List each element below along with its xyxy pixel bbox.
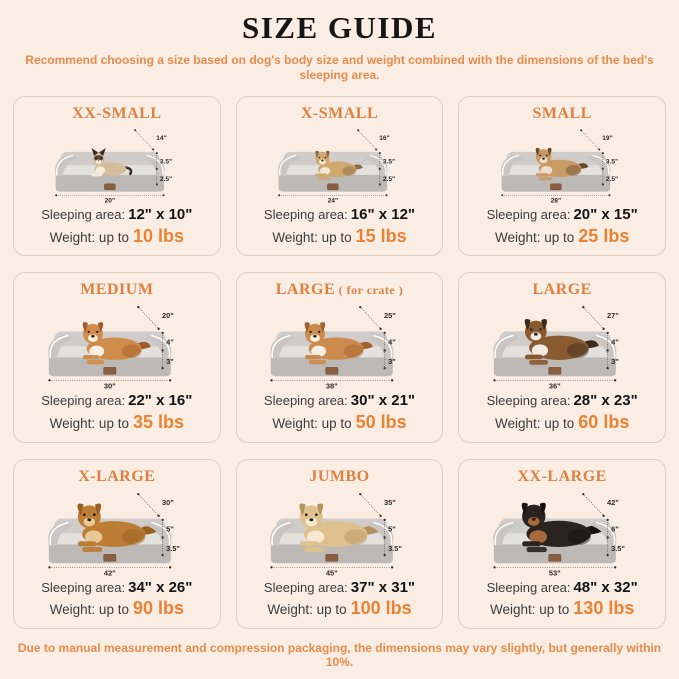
sleeping-area-line xyxy=(264,206,415,225)
size-title xyxy=(80,281,153,299)
weight-label: Weight: up to xyxy=(267,602,347,618)
sleeping-area-value: 20" x 15" xyxy=(573,205,638,223)
size-title xyxy=(78,468,155,486)
size-grid xyxy=(13,96,666,629)
weight-value: 130 lbs xyxy=(573,598,635,619)
dim-label-diagonal: 35" xyxy=(384,497,397,507)
sleeping-area-value: 22" x 16" xyxy=(128,392,193,410)
size-title-suffix: ( for crate ) xyxy=(335,283,404,298)
weight-value: 35 lbs xyxy=(132,412,184,433)
dim-label-bolster-height: 4" xyxy=(388,337,396,347)
bed-drawing xyxy=(38,299,197,391)
sleeping-area-label: Sleeping area: xyxy=(263,393,348,409)
weight-label: Weight: up to xyxy=(49,602,129,618)
dim-label-diagonal: 20" xyxy=(161,311,174,321)
size-cell xyxy=(458,459,666,629)
bed-illustration xyxy=(20,486,214,578)
weight-value: 50 lbs xyxy=(355,412,407,433)
size-cell xyxy=(236,96,444,256)
bed-illustration xyxy=(243,123,437,205)
sleeping-area-value: 30" x 21" xyxy=(350,392,416,410)
weight-value: 100 lbs xyxy=(350,598,412,619)
dim-label-base-height: 3.5" xyxy=(610,543,625,553)
dim-label-diagonal: 30" xyxy=(161,497,174,507)
sleeping-area-line xyxy=(41,392,192,411)
sleeping-area-label: Sleeping area: xyxy=(486,206,571,222)
brand-tag xyxy=(103,368,115,375)
weight-value: 25 lbs xyxy=(578,225,630,246)
size-title xyxy=(309,468,369,486)
size-title-text: X-LARGE xyxy=(78,467,156,485)
dim-label-bolster-height: 5" xyxy=(388,523,396,533)
sleeping-area-label: Sleeping area: xyxy=(486,579,571,595)
sleeping-area-label: Sleeping area: xyxy=(263,579,348,595)
dim-label-diagonal: 27" xyxy=(606,311,619,321)
dimension-line-diagonal xyxy=(138,307,158,329)
dim-label-width: 36" xyxy=(548,381,561,391)
dimension-line-diagonal xyxy=(360,307,380,329)
sleeping-area-value: 12" x 10" xyxy=(128,205,193,223)
bed-illustration xyxy=(20,123,214,205)
weight-value: 15 lbs xyxy=(355,225,407,246)
size-title-text: MEDIUM xyxy=(80,281,154,299)
bed-drawing xyxy=(483,486,642,578)
sleeping-area-label: Sleeping area: xyxy=(41,393,126,409)
weight-value: 60 lbs xyxy=(578,412,630,433)
page-title: SIZE GUIDE xyxy=(241,10,438,45)
sleeping-area-value: 16" x 12" xyxy=(350,205,416,223)
bed-illustration xyxy=(243,299,437,391)
weight-label: Weight: up to xyxy=(489,602,570,618)
dim-label-bolster-height: 3.5" xyxy=(605,158,618,166)
dim-label-width: 53" xyxy=(548,568,561,578)
dim-label-diagonal: 25" xyxy=(384,311,397,321)
weight-line xyxy=(272,225,406,248)
sleeping-area-value: 37" x 31" xyxy=(350,578,416,596)
size-cell xyxy=(236,272,444,442)
size-title xyxy=(72,105,161,123)
dim-label-base-height: 3" xyxy=(610,357,619,367)
dim-label-base-height: 3" xyxy=(165,357,174,367)
weight-label: Weight: up to xyxy=(272,229,352,245)
bed-illustration xyxy=(243,486,437,578)
dimension-line-diagonal xyxy=(358,130,376,149)
sleeping-area-line xyxy=(487,206,638,225)
dim-label-bolster-height: 3.5" xyxy=(382,158,396,166)
sleeping-area-value: 34" x 26" xyxy=(128,578,193,596)
dim-label-bolster-height: 4" xyxy=(165,337,174,347)
brand-tag xyxy=(326,368,338,375)
size-title xyxy=(276,281,403,299)
dim-label-diagonal: 14" xyxy=(156,134,168,142)
dimension-line-diagonal xyxy=(583,494,603,516)
brand-tag xyxy=(549,368,561,375)
sleeping-area-line xyxy=(41,579,192,598)
weight-line xyxy=(50,411,184,434)
page-subtitle: Recommend choosing a size based on dog's body size and weight combined with the dimensions of the bed's sleeping area. xyxy=(25,53,654,82)
dim-label-diagonal: 19" xyxy=(601,134,613,142)
size-cell xyxy=(13,459,221,629)
size-cell xyxy=(458,96,666,256)
size-title xyxy=(517,468,606,486)
weight-line xyxy=(272,411,406,434)
size-title-text: JUMBO xyxy=(309,467,370,485)
sleeping-area-line xyxy=(264,392,415,411)
dim-label-width: 42" xyxy=(103,568,116,578)
size-cell xyxy=(236,459,444,629)
weight-value: 90 lbs xyxy=(132,598,184,619)
dim-label-width: 45" xyxy=(326,568,338,578)
sleeping-area-label: Sleeping area: xyxy=(486,393,571,409)
size-title-text: XX-LARGE xyxy=(517,467,607,485)
disclaimer-text: Due to manual measurement and compression packaging, the dimensions may vary slightly, but generally within 10%. xyxy=(17,641,662,669)
bed-illustration xyxy=(465,486,659,578)
weight-line xyxy=(267,597,411,620)
dimension-line-diagonal xyxy=(360,494,380,516)
size-title-text: LARGE xyxy=(532,281,592,299)
sleeping-area-value: 48" x 32" xyxy=(573,578,638,596)
size-title-text: SMALL xyxy=(532,105,592,122)
dim-label-bolster-height: 3.5" xyxy=(160,158,173,166)
dimension-line-diagonal xyxy=(581,130,599,149)
bed-drawing xyxy=(492,123,633,205)
dim-label-base-height: 3.5" xyxy=(388,543,403,553)
bed-illustration xyxy=(465,123,659,205)
dim-label-width: 20" xyxy=(104,197,116,205)
brand-tag xyxy=(105,184,116,190)
sleeping-area-label: Sleeping area: xyxy=(263,206,348,222)
sleeping-area-line xyxy=(264,579,415,598)
weight-value: 10 lbs xyxy=(132,225,184,246)
brand-tag xyxy=(549,554,561,561)
size-cell xyxy=(13,272,221,442)
weight-line xyxy=(495,411,629,434)
dimension-line-diagonal xyxy=(135,130,153,149)
sleeping-area-line xyxy=(487,579,638,598)
bed-drawing xyxy=(46,123,187,205)
bed-drawing xyxy=(260,486,419,578)
dim-label-bolster-height: 5" xyxy=(165,523,174,533)
size-cell xyxy=(458,272,666,442)
size-title xyxy=(532,281,591,299)
weight-label: Weight: up to xyxy=(272,416,352,432)
weight-line xyxy=(50,225,184,248)
size-title-text: XX-SMALL xyxy=(72,105,162,122)
size-title-text: X-SMALL xyxy=(300,105,379,122)
dim-label-width: 30" xyxy=(103,381,116,391)
size-title-text: LARGE xyxy=(275,281,336,299)
weight-label: Weight: up to xyxy=(494,416,575,432)
brand-tag xyxy=(326,554,338,561)
dim-label-base-height: 3.5" xyxy=(165,543,180,553)
brand-tag xyxy=(550,184,561,190)
dim-label-width: 24" xyxy=(327,197,339,205)
weight-label: Weight: up to xyxy=(49,229,129,245)
bed-illustration xyxy=(20,299,214,391)
dim-label-diagonal: 42" xyxy=(606,497,619,507)
sleeping-area-line xyxy=(487,392,638,411)
weight-label: Weight: up to xyxy=(49,416,129,432)
weight-line xyxy=(50,597,184,620)
dim-label-base-height: 2.5" xyxy=(160,175,173,183)
bed-drawing xyxy=(260,299,419,391)
dim-label-width: 28" xyxy=(550,197,561,205)
size-cell xyxy=(13,96,221,256)
sleeping-area-value: 28" x 23" xyxy=(573,392,638,410)
dimension-line-diagonal xyxy=(138,494,158,516)
brand-tag xyxy=(103,554,115,561)
dim-label-bolster-height: 6" xyxy=(610,523,619,533)
brand-tag xyxy=(327,184,338,190)
bed-illustration xyxy=(465,299,659,391)
sleeping-area-line xyxy=(41,206,192,225)
bed-drawing xyxy=(483,299,642,391)
bed-drawing xyxy=(38,486,197,578)
dim-label-bolster-height: 4" xyxy=(610,337,619,347)
dimension-line-diagonal xyxy=(583,307,603,329)
dim-label-base-height: 2.5" xyxy=(382,175,396,183)
dim-label-diagonal: 16" xyxy=(379,134,390,142)
dim-label-width: 38" xyxy=(326,381,338,391)
dim-label-base-height: 2.5" xyxy=(605,175,618,183)
sleeping-area-label: Sleeping area: xyxy=(41,579,126,595)
size-title xyxy=(532,105,591,123)
weight-line xyxy=(495,225,629,248)
dim-label-base-height: 3" xyxy=(388,357,396,367)
sleeping-area-label: Sleeping area: xyxy=(41,206,126,222)
size-title xyxy=(301,105,378,123)
bed-drawing xyxy=(269,123,410,205)
weight-line xyxy=(490,597,634,620)
weight-label: Weight: up to xyxy=(494,229,575,245)
